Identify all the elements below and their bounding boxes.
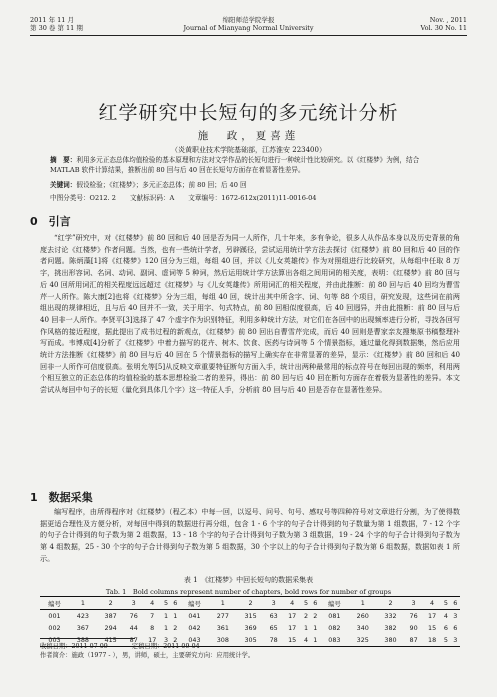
- clc-number: 中图分类号：O212. 2: [50, 194, 116, 202]
- table-header-cell: 编号: [328, 599, 341, 608]
- paper-authors: 施 政，夏喜莲: [197, 130, 300, 142]
- table-cell: 369: [244, 624, 257, 632]
- table-cell: 388: [76, 636, 89, 644]
- table-cell: 1: [313, 636, 318, 644]
- table-cell: 415: [104, 636, 117, 644]
- table-cell: 2: [303, 612, 309, 620]
- table-cell: 277: [216, 612, 229, 620]
- table-cell: 44: [129, 624, 138, 632]
- table-header-cell: 编号: [188, 599, 201, 608]
- received-date: 收稿日期：2011-07-09: [40, 643, 108, 650]
- table-header-cell: 5: [164, 599, 169, 607]
- table-cell: 367: [76, 624, 89, 632]
- table-header-cell: 1: [220, 599, 225, 607]
- table-cell: 042: [188, 624, 201, 632]
- abstract: [50, 156, 450, 175]
- table-cell: 081: [328, 612, 341, 620]
- paper-title: 红学研究中长短句的多元统计分析: [98, 102, 399, 124]
- footnote-dates: [40, 643, 460, 652]
- header-journal-en: Journal of Mianyang Normal University: [183, 24, 314, 32]
- table-cell: 78: [269, 636, 278, 644]
- header-date: 2011 年 11 月: [30, 16, 75, 24]
- table-header-cell: 6: [313, 599, 318, 607]
- header-volume-en: Vol. 30 No. 11: [420, 24, 467, 32]
- table-cell: 1: [303, 624, 309, 632]
- table-cell: 3: [453, 636, 458, 644]
- table-cell: 65: [269, 624, 278, 632]
- section-1-paragraph: 编写程序，由所得程序对《红楼梦》（程乙本）中每一回，以逗号、问号、句号、感叹号等四种符号对文章进行分割，为了使得数据更适合理性及方便分析，对每回中得到的数据进行再分组，包含 1 - 6 个字的句子合计得到的句子数量为第 1 组数据，7 - 12 个字的句子合计得到的句子数为第 2 组数据，13 - 18 个字的句子合计得到句子数为第 3 组数据，19 - 24 个字的句子合计得到句子数为第 4 组数据，25 - 30 个字的句子合计得到句子数为第 5 组数据，30 个字以上的句子合计得到句子数为第 6 组数据，数据如表 1 所示。: [40, 507, 460, 563]
- article-id: 文章编号：1672-612x(2011)11-0016-04: [188, 194, 317, 202]
- table-cell: 041: [188, 612, 201, 620]
- table-cell: 003: [48, 636, 61, 644]
- table-cell: 382: [384, 624, 397, 632]
- table-cell: 340: [356, 624, 369, 632]
- table-header-cell: 2: [248, 599, 253, 607]
- table-cell: 17: [428, 612, 437, 620]
- table-cell: 294: [104, 624, 117, 632]
- abstract-text: 利用多元正态总体均值检验的基本原理和方法对文学作品的长短句进行一种统计性比较研究。以《红楼梦》为例，结合 MATLAB 软件计算结果，推断出前 80 回与后 40 回在长短句方面存在着显著性差异。: [50, 156, 420, 174]
- section-0-heading: 0 引言: [30, 215, 71, 228]
- table-cell: 7: [150, 612, 155, 620]
- data-table: [40, 596, 460, 647]
- table-cell: 5: [443, 636, 448, 644]
- table-cell: 2: [173, 636, 178, 644]
- keywords-text: 假设检验；《红楼梦》；多元正态总体；前 80 回；后 40 回: [76, 181, 247, 189]
- header-volume-cn: 第 30 卷 第 11 期: [30, 24, 83, 32]
- table-cell: 1: [164, 624, 169, 632]
- table-cell: 387: [104, 612, 117, 620]
- table-header-cell: 6: [173, 599, 178, 607]
- table-cell: 305: [244, 636, 257, 644]
- table-cell: 17: [288, 624, 297, 632]
- table-row: [40, 622, 460, 634]
- table-cell: 043: [188, 636, 201, 644]
- table-cell: 361: [216, 624, 229, 632]
- running-header: [30, 16, 467, 32]
- table-header-cell: 5: [303, 599, 309, 607]
- table-cell: 6: [443, 624, 448, 632]
- table-cell: 260: [356, 612, 369, 620]
- table-cell: 332: [384, 612, 397, 620]
- table-header-cell: 3: [411, 599, 416, 607]
- table-cell: 6: [453, 624, 458, 632]
- table-cell: 87: [129, 636, 138, 644]
- table-cell: 90: [409, 624, 418, 632]
- table-cell: 002: [48, 624, 61, 632]
- table-header-cell: 6: [453, 599, 458, 607]
- paper-affiliation: （炎黄职业技术学院基础部，江苏淮安 223400）: [171, 146, 326, 154]
- table-cell: 1: [164, 612, 169, 620]
- header-rule: [30, 35, 467, 36]
- table-header-cell: 5: [443, 599, 448, 607]
- table-header-cell: 4: [430, 599, 435, 607]
- table-cell: 082: [328, 624, 341, 632]
- table-cell: 15: [428, 624, 437, 632]
- classification-line: [50, 192, 450, 202]
- table-cell: 63: [269, 612, 278, 620]
- table-cell: 423: [76, 612, 89, 620]
- abstract-label: 摘 要：: [50, 156, 77, 164]
- author-bio: 作者简介：施政（1977 - ），男，讲师，硕士，主要研究方向：应用统计学。: [40, 652, 255, 659]
- table-cell: 15: [288, 636, 297, 644]
- table-header-cell: 1: [80, 599, 85, 607]
- table-header-cell: 2: [108, 599, 113, 607]
- table-header-cell: 1: [360, 599, 365, 607]
- table-cell: 2: [313, 612, 318, 620]
- table-cell: 1: [173, 612, 178, 620]
- table-cell: 76: [129, 612, 138, 620]
- table-header-cell: 2: [388, 599, 393, 607]
- table-cell: 4: [443, 612, 448, 620]
- table-header-cell: 3: [131, 599, 136, 607]
- table-cell: 76: [409, 612, 418, 620]
- table-cell: 380: [384, 636, 397, 644]
- table-cell: 17: [148, 636, 157, 644]
- footnote-rule: [40, 638, 135, 639]
- keywords: [50, 181, 450, 191]
- table-cell: 083: [328, 636, 341, 644]
- section-1-heading: 1 数据采集: [30, 491, 93, 504]
- revised-date: 定稿日期：2011-09-04: [131, 643, 200, 650]
- document-code: 文献标识码：A: [129, 194, 175, 202]
- table-cell: 87: [409, 636, 418, 644]
- table-body: [40, 610, 460, 647]
- table-cell: 18: [428, 636, 437, 644]
- table-row: [40, 610, 460, 623]
- table-cell: 308: [216, 636, 229, 644]
- table-cell: 4: [303, 636, 309, 644]
- table-cell: 3: [164, 636, 169, 644]
- table-header-cell: 3: [271, 599, 276, 607]
- table-header-row: [40, 597, 460, 610]
- table-caption-cn: 表 1 《红楼梦》中回长短句的数据采集表: [183, 576, 314, 584]
- table-cell: 2: [173, 624, 178, 632]
- header-date-en: Nov. , 2011: [429, 16, 467, 24]
- table-cell: 1: [313, 624, 318, 632]
- table-cell: 8: [150, 624, 155, 632]
- table-cell: 315: [244, 612, 257, 620]
- table-cell: 17: [288, 612, 297, 620]
- table-header-cell: 编号: [48, 599, 61, 608]
- header-journal-cn: 绵阳师范学院学报: [222, 16, 275, 24]
- keywords-label: 关键词：: [50, 181, 77, 189]
- table-caption-en: Tab. 1 Bold columns represent number of chapters, bold rows for number of groups: [105, 588, 392, 596]
- section-0-paragraph: “红学”研究中，对《红楼梦》前 80 回和后 40 回是否为同一人所作，几十年来，多有争论，很多人从作品本身以及历史背景的角度去讨论《红楼梦》作者问题。当然，也有一些统计学者，另辟蹊径，尝试运用统计学方法去探讨《红楼梦》前 80 回和后 40 回的作者问题。陈炳藻[1]将《红楼梦》120 回分为三组，每组 40 回，并以《儿女英雄传》作为对照组进行比较研究，从每组中任取 8 万字，挑出形容词、名词、动词、副词、虚词等 5 种词，然后运用统计学方法算出各组之间用词的相关度，表明：《红楼梦》前 80 回与后 40 回所用词汇的相关程度远远超过《红楼梦》与《儿女英雄传》所用词汇的相关程度，并由此推断：前 80 回与后 40 回均为曹雪芹一人所作。陈大康[2]也将《红楼梦》分为三组，每组 40 回，统计出其中所含字、词、句等 88 个项目，研究发现，这些词在前两组出现的规律相近，且与后 40 回并不一致，关于用字、句式特点，前 80 回相似度很高，后 40 回迥异，并由此推断：前 80 回与后 40 回非一人所作。李贤平[3]选择了 47 个虚字作为识别特征，利用多种统计方法，对它们在各回中的出现频率进行分析，寻找各回写作风格的接近程度，据此提出了成书过程的新观点，《红楼梦》前 80 回出自曹雪芹完成，而后 40 回则是曹家亲友搜集原书稿整理补写而成。韦博成[4]分析了《红楼梦》中着力描写的花卉、树木、饮食、医药与诗词等 5 个情景指标，通过量化得到数据集，然后应用统计方法推断《红楼梦》前 80 回与后 40 回在 5 个情景指标的描写上确实存在非常显著的差异，显示：《红楼梦》前 80 回和后 40 回非一人所作可信度很高。张明允等[5]从反映文章重要特征断句方面入手，统计出两种最常用的标点符号在每回出现的频率，利用两个相互独立的正态总体的均值检验的基本思想检验二者的差异，得出：前 80 回与后 40 回在断句方面存在着极为显著性的差异。本文尝试从每回中句子的长短（量化到具体几个字）这一特征人手，分析前 80 回与后 40 回是否存在显著性差异。: [40, 233, 460, 395]
- table-header-cell: 4: [290, 599, 295, 607]
- table-header-cell: 4: [150, 599, 155, 607]
- table-cell: 325: [356, 636, 369, 644]
- table-cell: 3: [453, 612, 458, 620]
- table-cell: 001: [48, 612, 61, 620]
